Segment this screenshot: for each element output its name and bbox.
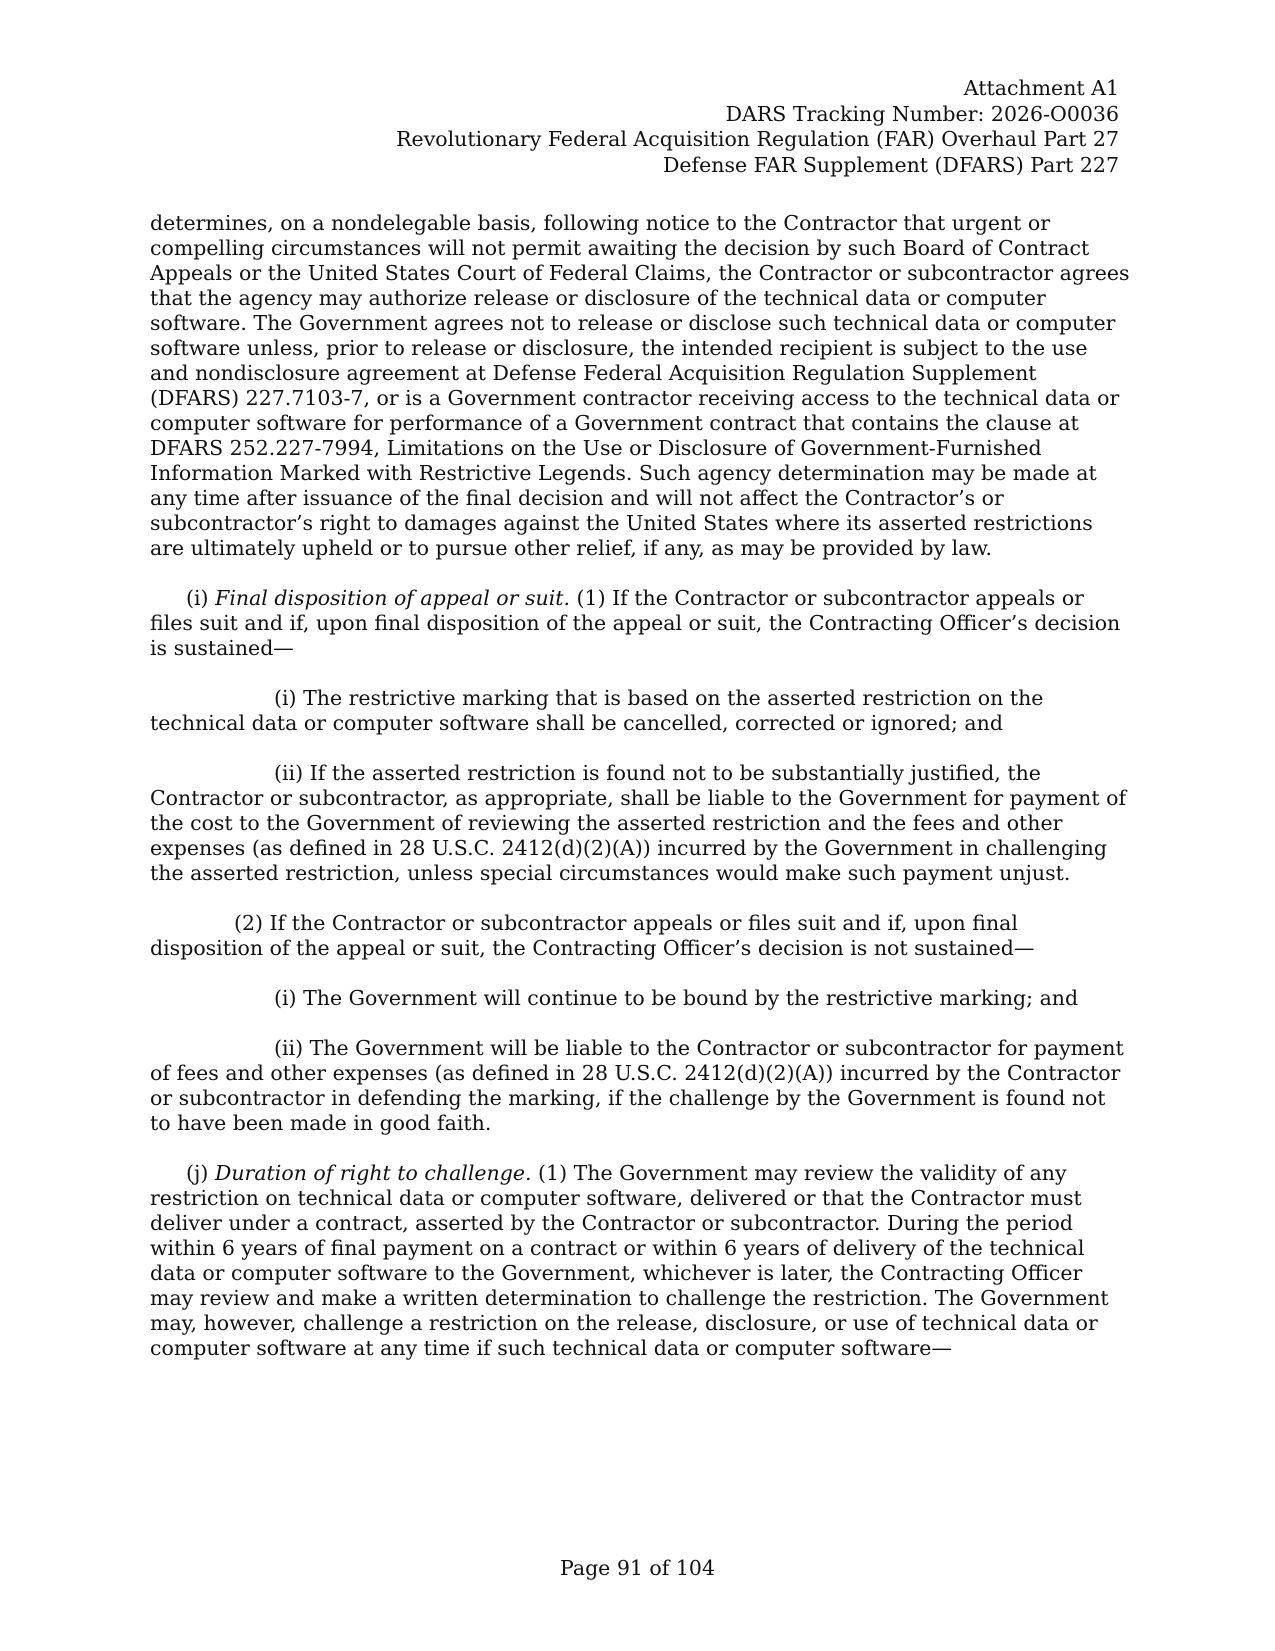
paragraph-j-label: (j) [186,1161,209,1185]
page-header [396,76,1119,178]
paragraph-i [150,586,1130,661]
paragraph-i-1-ii: (ii) If the asserted restriction is found not to be substantially justified, the Contractor or subcontractor, as appropriate, shall be liable to the Government for payment of the cost to the Government of reviewing the asserted restriction and the fees and other expenses (as defined in 28 U.S.C. 2412(d)(2)(A)) incurred by the Government in challenging the asserted restriction, unless special circumstances would make such payment unjust. [150,761,1127,885]
paragraph-i-heading: Final disposition of appeal or suit. [215,586,570,610]
paragraph-i-label: (i) [186,586,209,610]
document-body [150,211,1130,1361]
paragraph-i-1-i: (i) The restrictive marking that is based on the asserted restriction on the technical data or computer software shall be cancelled, corrected or ignored; and [150,686,1044,735]
paragraph-j-1-text: (1) The Government may review the validity of any restriction on technical data or computer software, delivered or that the Contractor must deliver under a contract, asserted by the Contractor or subcontractor. During the period within 6 years of final payment on a contract or within 6 years of delivery of the technical data or computer software to the Government, whichever is later, the Contracting Officer may review and make a written determination to challenge the restriction. The Government may, however, challenge a restriction on the release, disclosure, or use of technical data or computer software at any time if such technical data or computer software— [150,1161,1109,1360]
paragraph-i-2: (2) If the Contractor or subcontractor appeals or files suit and if, upon final disposition of the appeal or suit, the Contracting Officer’s decision is not sustained— [150,911,1035,960]
continuation-paragraph: determines, on a nondelegable basis, following notice to the Contractor that urgent or compelling circumstances will not permit awaiting the decision by such Board of Contract Appeals or the United States Court of Federal Claims, the Contractor or subcontractor agrees that the agency may authorize release or disclosure of the technical data or computer software. The Government agrees not to release or disclose such technical data or computer software unless, prior to release or disclosure, the intended recipient is subject to the use and nondisclosure agreement at Defense Federal Acquisition Regulation Supplement (DFARS) 227.7103-7, or is a Government contractor receiving access to the technical data or computer software for performance of a Government contract that contains the clause at DFARS 252.227-7994, Limitations on the Use or Disclosure of Government-Furnished Information Marked with Restrictive Legends. Such agency determination may be made at any time after issuance of the final decision and will not affect the Contractor’s or subcontractor’s right to damages against the United States where its asserted restrictions are ultimately upheld or to pursue other relief, if any, as may be provided by law. [150,211,1130,560]
page-number: Page 91 of 104 [559,1556,716,1580]
header-tracking-number: DARS Tracking Number: 2026-O0036 [725,101,1119,126]
page-footer [0,1556,1275,1581]
paragraph-i-2-i: (i) The Government will continue to be bound by the restrictive marking; and [274,986,1079,1010]
paragraph-j-heading: Duration of right to challenge. [214,1161,532,1185]
header-attachment: Attachment A1 [963,76,1119,100]
paragraph-i-1-text: (1) If the Contractor or subcontractor appeals or files suit and if, upon final disposition of the appeal or suit, the Contracting Officer’s decision is sustained— [150,586,1121,660]
paragraph-i-2-ii: (ii) The Government will be liable to the Contractor or subcontractor for payment of fees and other expenses (as defined in 28 U.S.C. 2412(d)(2)(A)) incurred by the Contractor or subcontractor in defending the marking, if the challenge by the Government is found not to have been made in good faith. [150,1036,1124,1135]
paragraph-j [150,1161,1130,1361]
header-dfars-part: Defense FAR Supplement (DFARS) Part 227 [662,152,1119,177]
header-far-part: Revolutionary Federal Acquisition Regulation (FAR) Overhaul Part 27 [396,127,1119,151]
